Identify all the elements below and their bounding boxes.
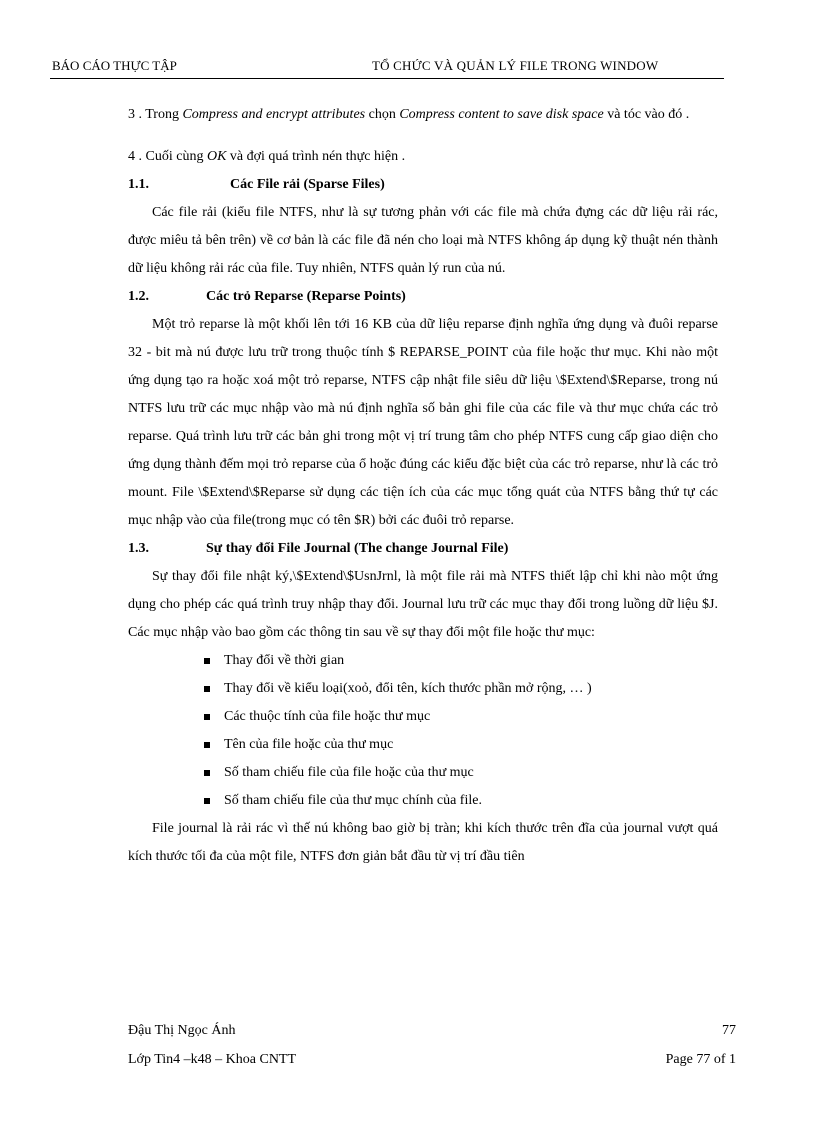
footer-page-number: 77 [722, 1023, 736, 1038]
section-number: 1.3. [128, 541, 149, 556]
header-topic-title: TỔ CHỨC VÀ QUẢN LÝ FILE TRONG WINDOW [372, 58, 659, 73]
page-header [50, 56, 724, 79]
footer-class: Lớp Tin4 –k48 – Khoa CNTT [128, 1052, 297, 1067]
step-3-paragraph: 3 . Trong Compress and encrypt attributes chọn Compress content to save disk space và tóc vào đó . [128, 107, 690, 122]
header-report-title: BÁO CÁO THỰC TẬP [52, 58, 177, 73]
section-1-1-body: Các file rải (kiểu file NTFS, như là sự tương phản với các file mà chứa đựng các dữ liệu rải rác, được miêu tả bên trên) về cơ bản là các file đã nén cho loại mà NTFS không áp dụng kỹ thuật nén thành dữ liệu không rải rác của file. Tuy nhiên, NTFS quản lý run của nú. [128, 205, 718, 276]
document-body [128, 101, 718, 871]
list-item: Các thuộc tính của file hoặc thư mục [200, 703, 718, 731]
section-1-3-heading [128, 535, 718, 563]
footer-author: Đậu Thị Ngọc Ánh [128, 1023, 236, 1038]
change-info-list [128, 647, 718, 815]
section-title: Các File rải (Sparse Files) [230, 177, 385, 192]
list-item: Thay đổi về thời gian [200, 647, 718, 675]
list-item: Tên của file hoặc của thư mục [200, 731, 718, 759]
section-title: Sự thay đổi File Journal (The change Journal File) [206, 541, 509, 556]
section-number: 1.2. [128, 289, 149, 304]
step-4-paragraph: 4 . Cuối cùng OK và đợi quá trình nén thực hiện . [128, 149, 406, 164]
section-1-3-body: Sự thay đổi file nhật ký,\$Extend\$UsnJrnl, là một file rải mà NTFS thiết lập chỉ khi nào một ứng dụng cho phép các quá trình truy nhập thay đổi. Journal lưu trữ các mục thay đổi trong luồng dữ liệu $J. Các mục nhập vào bao gồm các thông tin sau về sự thay đổi một file hoặc thư mục: [128, 569, 718, 640]
section-1-3-closing: File journal là rải rác vì thế nú không bao giờ bị tràn; khi kích thước trên đĩa của journal vượt quá kích thước tối đa của một file, NTFS đơn giản bắt đầu từ vị trí đầu tiên [128, 821, 718, 864]
section-1-2-heading [128, 283, 718, 311]
section-1-2-body: Một trỏ reparse là một khối lên tới 16 KB của dữ liệu reparse định nghĩa ứng dụng và đuôi reparse 32 - bit mà nú được lưu trữ trong thuộc tính $ REPARSE_POINT của file hoặc thư mục. Khi nào một ứng dụng tạo ra hoặc xoá một trỏ reparse, NTFS cập nhật file siêu dữ liệu \$Extend\$Reparse, trong nú NTFS lưu trữ các mục nhập vào mà nú định nghĩa số bản ghi file của các file và thư mục chứa các trỏ reparse. Quá trình lưu trữ các bản ghi trong một vị trí trung tâm cho phép NTFS cung cấp giao diện cho ứng dụng thành đếm mọi trỏ reparse của ổ hoặc đúng các kiểu đặc biệt của các trỏ reparse, như là các trỏ mount. File \$Extend\$Reparse sử dụng các tiện ích của các mục tổng quát của NTFS bằng thứ tự các mục nhập vào của file(trong mục có tên $R) bởi các đuôi trỏ reparse. [128, 317, 718, 528]
footer-page-of: Page 77 of 1 [665, 1052, 736, 1067]
section-1-1-heading [128, 171, 718, 199]
list-item: Thay đổi về kiểu loại(xoỏ, đổi tên, kích thước phần mở rộng, … ) [200, 675, 718, 703]
footer-line-1 [128, 1023, 736, 1039]
list-item: Số tham chiếu file của file hoặc của thư mục [200, 759, 718, 787]
list-item: Số tham chiếu file của thư mục chính của file. [200, 787, 718, 815]
section-number: 1.1. [128, 177, 149, 192]
section-title: Các trỏ Reparse (Reparse Points) [206, 289, 406, 304]
footer-line-2 [128, 1052, 736, 1068]
